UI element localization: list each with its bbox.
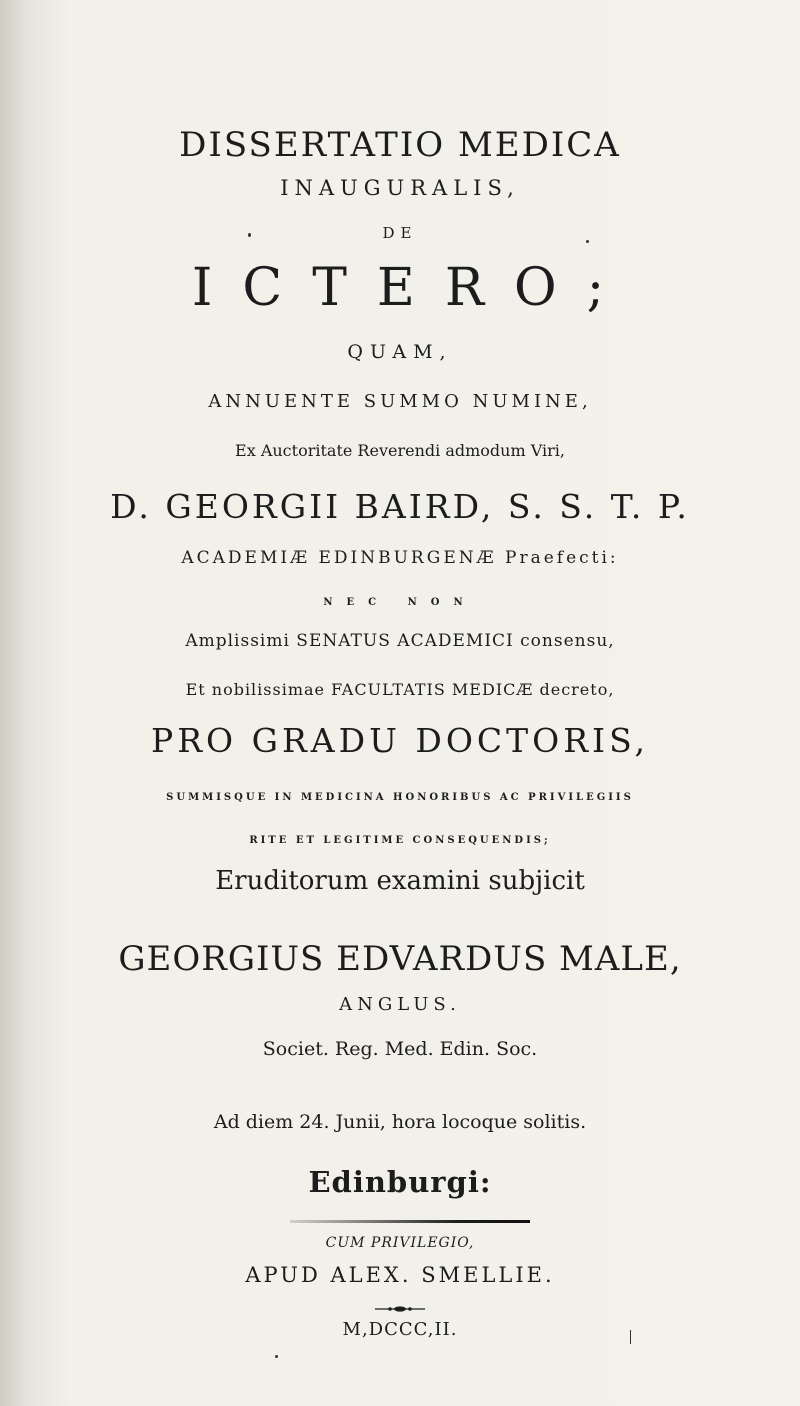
principal-name: D. GEORGII BAIRD, S. S. T. P. <box>110 487 690 526</box>
society-line: Societ. Reg. Med. Edin. Soc. <box>262 1038 538 1060</box>
ink-speck <box>586 240 589 243</box>
dissertation-title: DISSERTATIO MEDICA <box>179 125 621 165</box>
imprint-year: M,DCCC,II. <box>342 1319 458 1340</box>
senatus-line: Amplissimi SENATUS ACADEMICI consensu, <box>185 631 615 651</box>
inauguralis-line: INAUGURALIS, <box>280 176 520 200</box>
privilegio-line: CUM PRIVILEGIO, <box>325 1235 475 1251</box>
imprint-rule <box>290 1220 530 1223</box>
summis-line: SUMMISQUE IN MEDICINA HONORIBUS AC PRIVILEGIIS <box>166 792 634 803</box>
auctoritate-line: Ex Auctoritate Reverendi admodum Viri, <box>235 441 565 460</box>
quam-line: QUAM, <box>347 341 453 363</box>
ink-speck <box>630 1330 631 1344</box>
academiae-line: ACADEMIÆ EDINBURGENÆ Praefecti: <box>181 548 619 568</box>
nec-non-line: NEC NON <box>323 597 477 608</box>
topic-heading: ICTERO; <box>191 258 635 318</box>
rite-line: RITE ET LEGITIME CONSEQUENDIS; <box>249 835 551 846</box>
nationality-line: ANGLUS. <box>339 994 461 1015</box>
ink-speck <box>275 1355 278 1358</box>
pro-gradu-heading: PRO GRADU DOCTORIS, <box>150 721 650 760</box>
ornament-divider-icon <box>375 1306 425 1312</box>
eruditorum-line: Eruditorum examini subjicit <box>215 866 585 896</box>
printer-line: APUD ALEX. SMELLIE. <box>245 1263 555 1287</box>
annuente-line: ANNUENTE SUMMO NUMINE, <box>208 391 592 412</box>
author-name: GEORGIUS EDVARDUS MALE, <box>118 939 682 979</box>
ink-speck <box>248 233 251 237</box>
date-line: Ad diem 24. Junii, hora locoque solitis. <box>213 1111 587 1133</box>
facultatis-line: Et nobilissimae FACULTATIS MEDICÆ decreto, <box>185 680 615 699</box>
de-line: DE <box>382 224 418 242</box>
imprint-city: Edinburgi: <box>308 1165 492 1199</box>
